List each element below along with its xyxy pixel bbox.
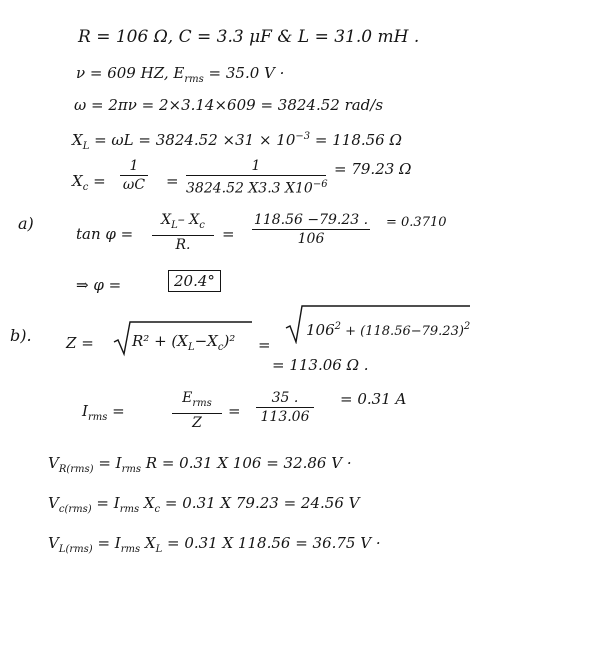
xl-subscript: L (82, 141, 90, 152)
inductive-reactance-line (72, 128, 402, 156)
z-root-sub-c: c (217, 342, 224, 353)
xc-fraction-2 (186, 158, 326, 197)
phi-line (76, 276, 121, 294)
vc-rhs: = I (91, 494, 120, 512)
impedance-lhs (66, 334, 94, 352)
xl-result: = 118.56 Ω (310, 131, 402, 149)
vr-subscript: R(rms) (58, 464, 94, 475)
z-root2-106: 106 (306, 321, 335, 339)
irms-denominator-1: Z (192, 414, 202, 431)
frequency-text: ν = 609 HZ, E (76, 64, 185, 82)
xc-fraction-1 (120, 158, 148, 193)
irms-equals-2-text: = (228, 402, 241, 420)
vl-rhs-sub: rms (120, 544, 141, 555)
tan-phi-lhs (76, 225, 133, 243)
vl-rhs: = I (92, 534, 121, 552)
xc-equals-2-text: = (166, 172, 179, 190)
xc-symbol: X (72, 172, 83, 190)
frequency-emf-line (76, 64, 284, 89)
impedance-equals (258, 336, 271, 354)
xc-subscript: c (82, 182, 89, 193)
vl-symbol: V (48, 534, 59, 552)
tan-result (386, 214, 447, 232)
xc-equals-2 (166, 172, 179, 190)
vc-rhs-sub-c: c (154, 504, 161, 515)
tan-equals (222, 225, 235, 243)
irms-result-text: = 0.31 A (340, 390, 407, 408)
tan-fraction-2 (252, 212, 370, 247)
emf-value: = 35.0 V · (203, 64, 285, 82)
impedance-root-content-2 (306, 318, 470, 341)
z-root-minus: −X (194, 332, 218, 350)
xc-result (334, 160, 411, 178)
irms-lhs (82, 402, 125, 427)
tan-result-text: = 0.3710 (386, 215, 447, 230)
tan-num-sub-c: c (199, 219, 205, 231)
tan-phi-text: tan φ = (76, 225, 134, 243)
z-root-end: )² (223, 332, 236, 350)
capacitive-reactance-lhs (72, 172, 106, 197)
phi-answer-box: 20.4° (168, 270, 221, 292)
tan-denominator-2: 106 (297, 231, 325, 247)
impedance-root-content (132, 332, 235, 357)
part-a-label: a) (18, 214, 34, 233)
tan-num-minus: – X (177, 212, 200, 228)
vr-rhs-rest: R = 0.31 X 106 = 32.86 V · (141, 454, 352, 472)
vr-symbol: V (48, 454, 59, 472)
z-root2-square: 2 (334, 321, 342, 332)
tan-fraction-1 (152, 212, 214, 253)
vl-rhs-rest: = 0.31 X 118.56 = 36.75 V · (162, 534, 381, 552)
z-root-text: R² + (X (132, 332, 188, 350)
impedance-result (272, 356, 369, 374)
given-values-text: R = 106 Ω, C = 3.3 μF & L = 31.0 mH . (78, 27, 420, 47)
vl-rhs-mid: X (140, 534, 156, 552)
vc-subscript: c(rms) (58, 504, 92, 515)
irms-fraction-1 (172, 390, 222, 431)
xc-denominator-2: 3824.52 X3.3 X10 (186, 180, 313, 197)
angular-frequency-line (74, 96, 383, 114)
angular-frequency-text: ω = 2πν = 2×3.14×609 = 3824.52 rad/s (74, 96, 384, 114)
z-root-sub-l: L (187, 342, 195, 353)
vc-rhs-sub: rms (119, 504, 140, 515)
xc-result-text: = 79.23 Ω (334, 160, 412, 178)
irms-subscript: rms (87, 412, 108, 423)
vc-symbol: V (48, 494, 59, 512)
irms-denominator-2: 113.06 (260, 409, 310, 425)
xc-numerator-1: 1 (129, 158, 139, 174)
vr-line (48, 454, 352, 479)
z-root2-rest: + (118.56−79.23) (341, 324, 464, 339)
xl-equation: = ωL = 3824.52 ×31 × 10 (89, 131, 296, 149)
irms-symbol: I (82, 402, 88, 420)
vc-rhs-mid: X (139, 494, 155, 512)
irms-numerator-2: 35 . (271, 390, 299, 406)
part-b-label: b). (10, 326, 32, 345)
vc-line (48, 494, 359, 519)
vl-rhs-sub-l: L (155, 544, 163, 555)
irms-num-sub: rms (192, 397, 212, 409)
vl-line (48, 534, 381, 559)
irms-equals: = (107, 402, 125, 420)
emf-subscript: rms (184, 74, 204, 85)
impedance-result-text: = 113.06 Ω . (272, 356, 369, 374)
vr-rhs-sub: rms (121, 464, 142, 475)
xc-numerator-2: 1 (251, 158, 261, 174)
tan-numerator-2: 118.56 −79.23 . (253, 212, 369, 228)
irms-result (340, 390, 406, 408)
vr-rhs: = I (93, 454, 122, 472)
impedance-equals-text: = (258, 336, 271, 354)
xl-exponent: −3 (295, 131, 311, 142)
tan-denominator-1: R. (175, 236, 191, 253)
tan-num-x: X (161, 212, 172, 228)
xc-equals: = (88, 172, 106, 190)
vc-rhs-rest: = 0.31 X 79.23 = 24.56 V (160, 494, 360, 512)
irms-fraction-2 (256, 390, 314, 425)
phi-text: ⇒ φ = (76, 276, 122, 294)
impedance-symbol: Z = (66, 334, 94, 352)
xc-denominator-1: ωC (122, 177, 146, 193)
given-values-line (78, 28, 419, 46)
xl-symbol: X (72, 131, 83, 149)
xc-denominator-exponent: −6 (312, 179, 328, 190)
vl-subscript: L(rms) (58, 544, 93, 555)
irms-equals-2 (228, 402, 241, 420)
tan-equals-text: = (222, 225, 235, 243)
tan-num-sub-l: L (171, 219, 178, 231)
z-root2-square-2: 2 (463, 321, 471, 332)
irms-num-e: E (182, 390, 193, 406)
